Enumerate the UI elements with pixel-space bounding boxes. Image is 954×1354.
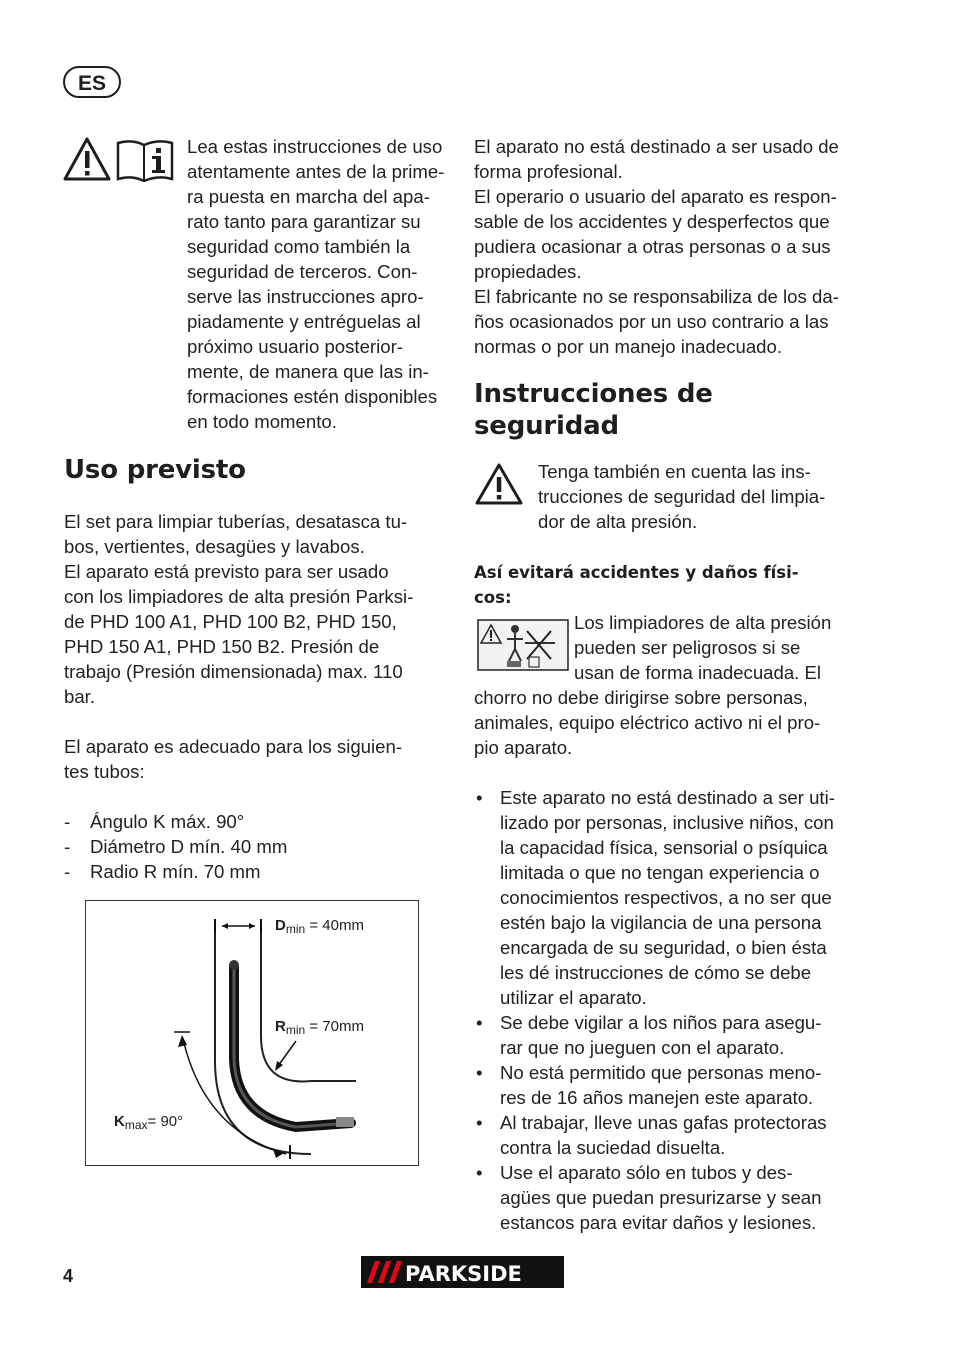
professional-use-paragraph: El aparato no está destinado a ser usado de forma profesional. El operario o usuario del aparato es respon- sable de los accidentes y desperfectos que pudiera ocasionar a otras personas o a sus propiedades. El fabricante no se responsabiliza de los da- ños ocasionados por un uso contrario a las normas o por un manejo inadecuado. [474, 136, 839, 357]
list-item: • Use el aparato sólo en tubos y des- agües que puedan presurizarse y sean estancos para evitar daños y lesiones. [474, 1160, 874, 1235]
tube-spec-list [64, 809, 287, 884]
list-item: • Al trabajar, lleve unas gafas protectoras contra la suciedad disuelta. [474, 1110, 874, 1160]
diameter-label: $D_{min} = 40mm$ [275, 917, 364, 936]
language-badge: ES [63, 66, 121, 98]
jet-warning-pictogram-icon [477, 619, 569, 671]
intro-paragraph: Lea estas instrucciones de uso atentamente antes de la prime- ra puesta en marcha del apa- rato tanto para garantizar su seguridad como también la seguridad de terceros. Con- serve las instrucciones apro- piadamente y entréguelas al próximo usuario posterior- mente, de manera que las in- formaciones estén disponibles en todo momento. [187, 136, 445, 432]
jet-warning-paragraph: chorro no debe dirigirse sobre personas, animales, equipo eléctrico activo ni el pro- pio aparato. [474, 687, 821, 758]
section-title-safety: Instrucciones de seguridad [474, 379, 713, 441]
safety-bullet-list [474, 785, 874, 1235]
list-item: • Se debe vigilar a los niños para asegu- rar que no jueguen con el aparato. [474, 1010, 874, 1060]
warning-read-manual-icons [63, 136, 175, 186]
parkside-logo [361, 1256, 564, 1288]
accident-prevention-subheading: Así evitará accidentes y daños físi- cos: [474, 563, 799, 607]
radius-label: $R_{min} = 70mm$ [275, 1018, 364, 1037]
brand-logo-icon [361, 1256, 564, 1288]
intended-use-paragraph: El set para limpiar tuberías, desatasca tu- bos, vertientes, desagües y lavabos. El aparato está previsto para ser usado con los limpiadores de alta presión Parksi- de PHD 100 A1, PHD 100 B2, PHD 150, PHD 150 A1, PHD 150 B2. Presión de trabajo (Presión dimensionada) max. 110 bar. [64, 511, 414, 707]
list-item: • Este aparato no está destinado a ser uti- lizado por personas, inclusive niños, con la capacidad física, sensorial o psíquica limitada o que no tengan experiencia o conocimientos respectivos, a no ser que estén bajo la vigilancia de una persona encargada de su seguridad, o bien ésta les dé instrucciones de cómo se debe utilizar el aparato. [474, 785, 874, 1010]
jet-warning-paragraph-top: Los limpiadores de alta presión pueden ser peligrosos si se usan de forma inadecuada. El [574, 612, 832, 683]
manual-book-icon [118, 141, 172, 181]
brand-name: PARKSIDE [405, 1262, 522, 1286]
section-title-intended-use: Uso previsto [64, 455, 246, 485]
warning-triangle-icon [474, 462, 524, 506]
page-number: 4 [63, 1266, 74, 1286]
list-item: - Diámetro D mín. 40 mm [64, 836, 288, 857]
list-item: - Ángulo K máx. 90° [64, 811, 245, 832]
tube-bend-diagram [85, 900, 419, 1166]
suitable-tubes-paragraph: El aparato es adecuado para los siguien- tes tubos: [64, 736, 403, 782]
angle-label: $K_{max}= 90^\circ$ [114, 1113, 184, 1132]
list-item: • No está permitido que personas meno- res de 16 años manejen este aparato. [474, 1060, 874, 1110]
warning-triangle-icon [63, 136, 175, 182]
safety-warning-paragraph: Tenga también en cuenta las ins- trucciones de seguridad del limpia- dor de alta presión. [538, 461, 826, 532]
list-item: - Radio R mín. 70 mm [64, 861, 261, 882]
